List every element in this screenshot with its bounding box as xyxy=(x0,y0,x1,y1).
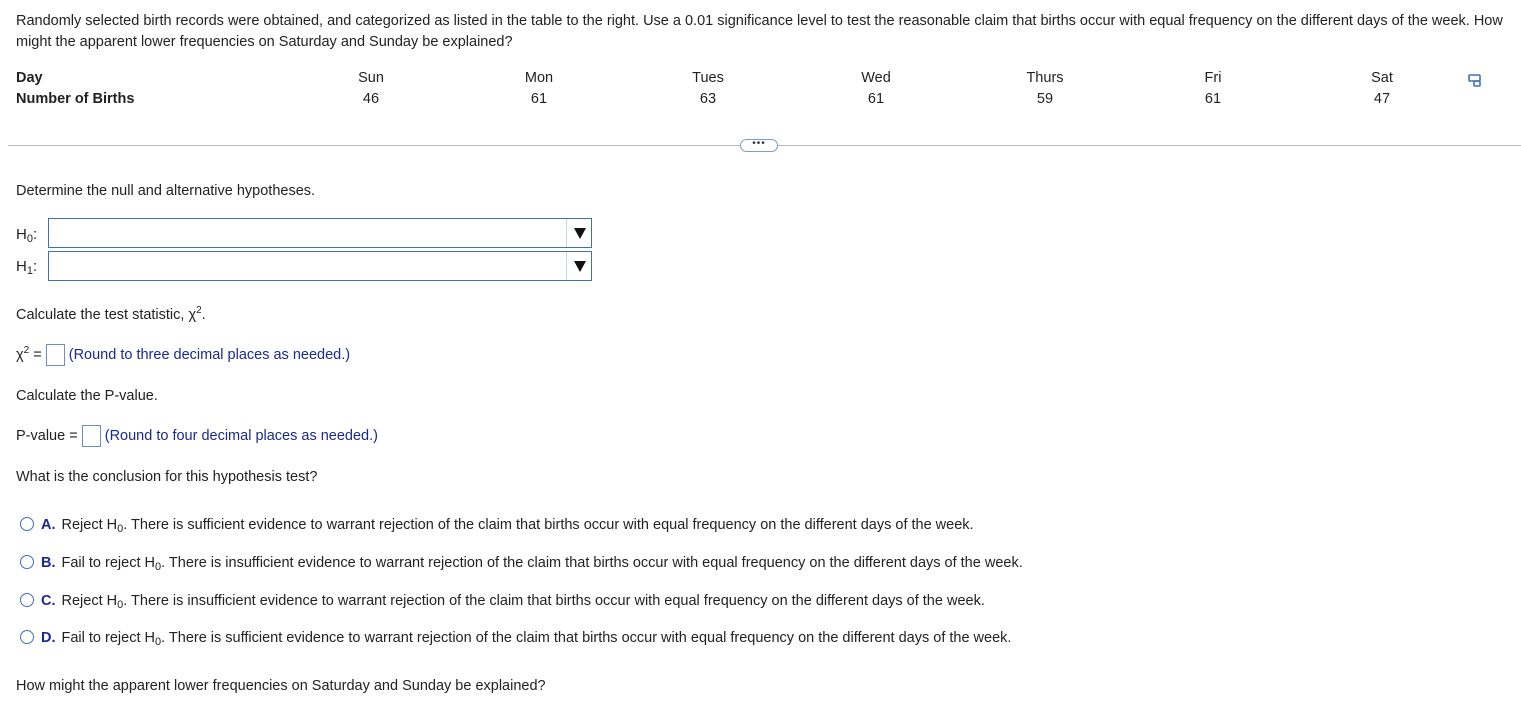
h1-select[interactable] xyxy=(48,251,592,281)
table-births-fri: 61 xyxy=(1204,91,1222,107)
p-value-instruction: Calculate the P-value. xyxy=(16,388,158,404)
option-c[interactable]: C. Reject $H_0$. There is insufficient evidence to warrant rejection of the claim that births occur with equal frequency on the different days of the week. xyxy=(20,593,985,611)
h0-select-toggle[interactable] xyxy=(566,219,591,247)
option-a[interactable]: A. Reject $H_0$. There is sufficient evidence to warrant rejection of the claim that births occur with equal frequency on the different days of the week. xyxy=(20,517,974,535)
p-value-label: P-value = xyxy=(16,427,78,444)
table-births-thurs: 59 xyxy=(1036,91,1054,107)
h1-label: $H_1$: xyxy=(16,258,38,277)
radio-button-c[interactable] xyxy=(20,593,34,607)
test-statistic-hint: (Round to three decimal places as needed.) xyxy=(68,346,351,363)
table-births-wed: 61 xyxy=(867,91,885,107)
table-day-wed: Wed xyxy=(861,70,891,86)
table-day-fri: Fri xyxy=(1204,70,1222,86)
table-births-sat: 47 xyxy=(1373,91,1391,107)
table-births-tues: 63 xyxy=(699,91,717,107)
table-births-sun: 46 xyxy=(362,91,380,107)
p-value-row xyxy=(16,425,378,447)
question-prompt: Randomly selected birth records were obtained, and categorized as listed in the table to the right. Use a 0.01 significance level to test the reasonable claim that births occur with equal frequency on the different days of the week. How might the apparent lower frequencies on Saturday and Sunday be explained? xyxy=(16,13,1503,50)
dropdown-arrow-icon xyxy=(574,228,586,239)
radio-button-b[interactable] xyxy=(20,555,34,569)
option-d[interactable]: D. Fail to reject $H_0$. There is sufficient evidence to warrant rejection of the claim that births occur with equal frequency on the different days of the week. xyxy=(20,630,1011,648)
table-births-mon: 61 xyxy=(530,91,548,107)
table-row-label-day: Day xyxy=(16,70,43,86)
table-day-sun: Sun xyxy=(358,70,384,86)
dropdown-arrow-icon xyxy=(574,261,586,272)
test-statistic-row xyxy=(16,344,350,366)
h1-select-toggle[interactable] xyxy=(566,252,591,280)
test-statistic-instruction: Calculate the test statistic, $\chi^2$. xyxy=(16,305,206,323)
p-value-hint: (Round to four decimal places as needed.) xyxy=(104,427,378,444)
table-day-tues: Tues xyxy=(692,70,724,86)
test-statistic-input[interactable] xyxy=(46,344,65,366)
explanation-question: How might the apparent lower frequencies on Saturday and Sunday be explained? xyxy=(16,678,546,694)
hypotheses-instruction: Determine the null and alternative hypotheses. xyxy=(16,183,316,199)
copy-icon[interactable] xyxy=(1467,72,1483,88)
radio-button-a[interactable] xyxy=(20,517,34,531)
radio-button-d[interactable] xyxy=(20,630,34,644)
h0-label: $H_0$: xyxy=(16,226,38,245)
option-b[interactable]: B. Fail to reject $H_0$. There is insufficient evidence to warrant rejection of the claim that births occur with equal frequency on the different days of the week. xyxy=(20,555,1023,573)
h0-select[interactable] xyxy=(48,218,592,248)
conclusion-question: What is the conclusion for this hypothesis test? xyxy=(16,469,318,485)
p-value-input[interactable] xyxy=(82,425,101,447)
table-day-sat: Sat xyxy=(1371,70,1393,86)
table-day-mon: Mon xyxy=(524,70,554,86)
expand-more-button[interactable]: ••• xyxy=(740,139,778,152)
table-row-label-births: Number of Births xyxy=(16,91,135,107)
table-day-thurs: Thurs xyxy=(1026,70,1064,86)
chi-square-label: $\chi^2$ = xyxy=(16,344,42,363)
